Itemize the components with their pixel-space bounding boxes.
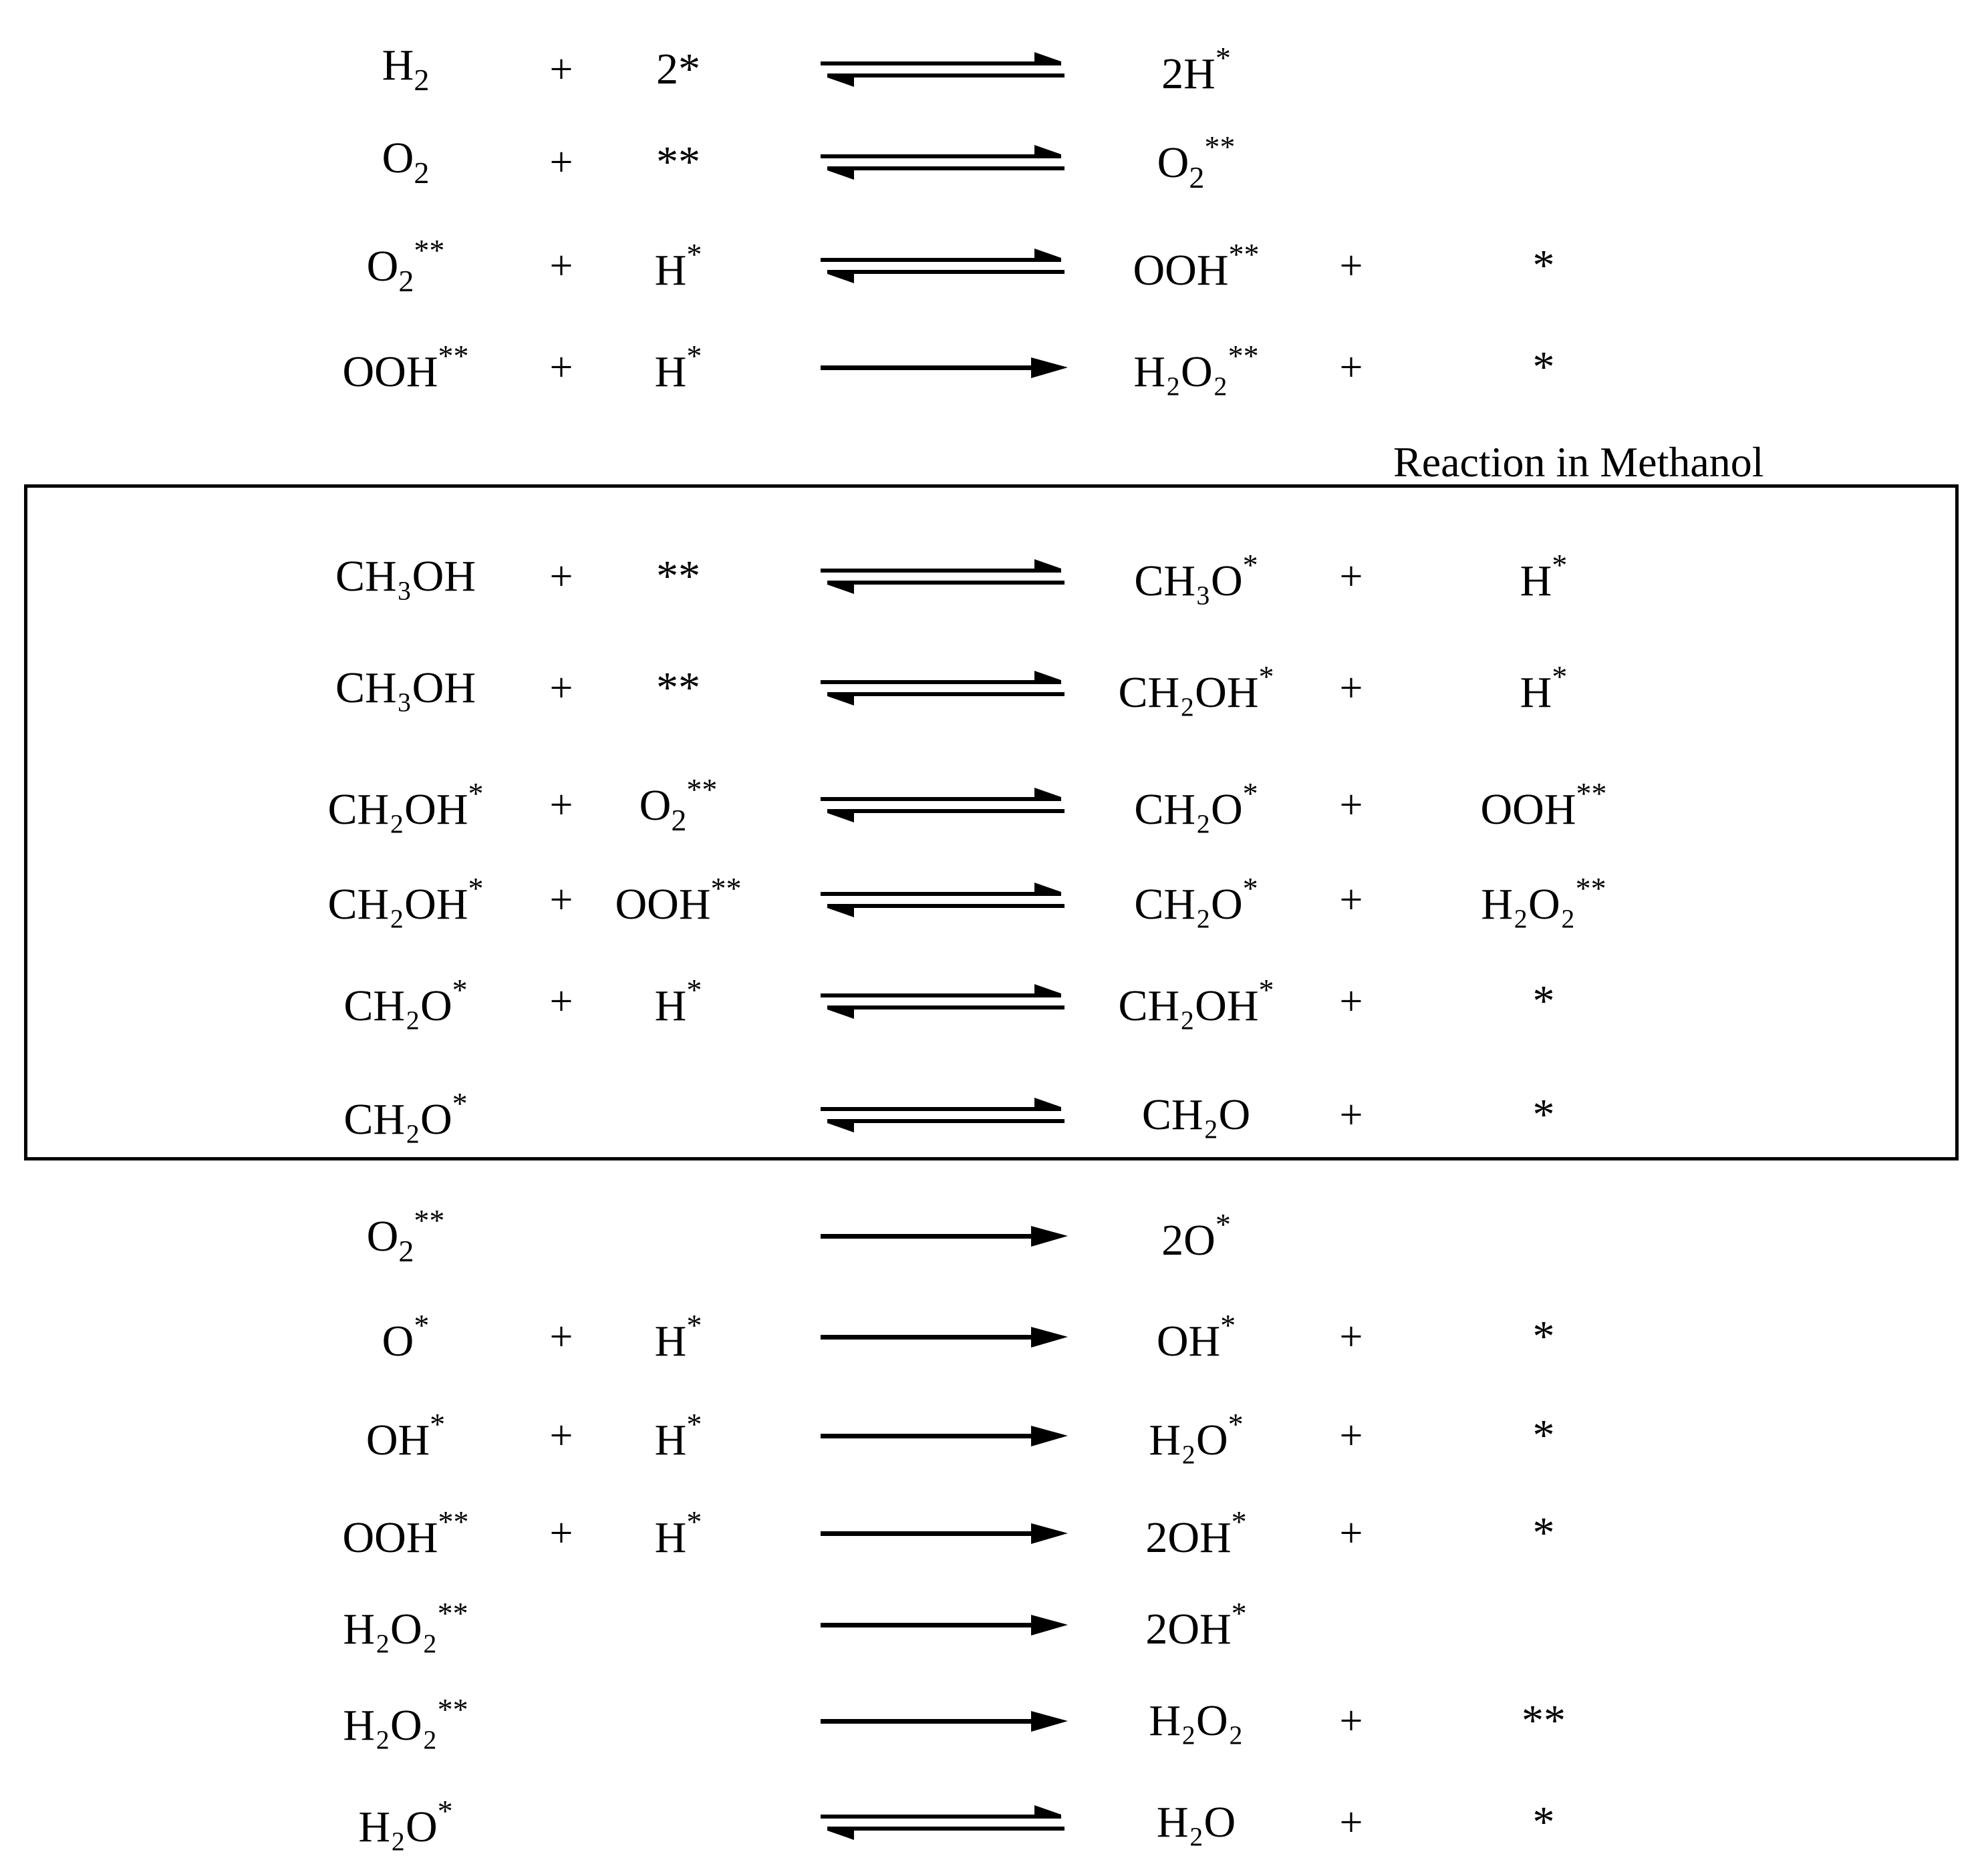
product-1-formula: OOH bbox=[1133, 246, 1229, 295]
product-1 bbox=[1145, 1598, 1246, 1652]
reactant-1-formula: H₂O bbox=[358, 1803, 438, 1851]
reactant-2-formula: H bbox=[654, 347, 687, 396]
product-1-formula: CH₂O bbox=[1134, 785, 1243, 834]
adsorption-site-marker: ** bbox=[710, 871, 742, 905]
forward-arrow-icon bbox=[821, 1513, 1068, 1553]
adsorption-site-marker: * bbox=[452, 1086, 468, 1120]
adsorption-site-marker: * bbox=[1258, 659, 1274, 693]
reactant-1 bbox=[366, 1409, 445, 1462]
reactant-1 bbox=[358, 1796, 452, 1849]
reactant-2-formula: 2* bbox=[656, 45, 700, 94]
plus-sign: + bbox=[1339, 665, 1363, 711]
reaction-row bbox=[0, 1075, 1988, 1155]
equilibrium-arrow-icon bbox=[821, 981, 1068, 1022]
product-1-formula: CH₃O bbox=[1134, 557, 1243, 605]
adsorption-site-marker: * bbox=[414, 1308, 430, 1342]
plus-sign: + bbox=[549, 554, 573, 599]
adsorption-site-marker: ** bbox=[437, 1596, 468, 1630]
product-2 bbox=[1522, 1696, 1566, 1745]
product-2 bbox=[1481, 778, 1607, 832]
adsorption-site-marker: * bbox=[686, 973, 702, 1007]
adsorption-site-marker: * bbox=[430, 1407, 446, 1441]
plus-sign: + bbox=[549, 140, 573, 185]
reactant-2 bbox=[655, 1310, 702, 1364]
product-1 bbox=[1149, 1696, 1244, 1745]
reactant-1 bbox=[367, 1205, 445, 1267]
product-1 bbox=[1141, 1090, 1251, 1139]
reactant-1-formula: CH₃OH bbox=[335, 552, 476, 601]
product-2-formula: OOH bbox=[1480, 785, 1576, 834]
product-2 bbox=[1533, 979, 1555, 1024]
subscript: 2 bbox=[671, 803, 687, 837]
product-2 bbox=[1520, 550, 1568, 603]
equilibrium-arrow-icon bbox=[821, 49, 1068, 90]
plus-sign: + bbox=[1339, 1511, 1363, 1556]
reactant-1 bbox=[367, 235, 445, 297]
equilibrium-arrow-icon bbox=[821, 880, 1068, 920]
reaction-row bbox=[0, 122, 1988, 202]
reactant-2 bbox=[655, 1507, 702, 1560]
forward-arrow-icon bbox=[821, 1605, 1068, 1645]
reactant-1-formula: CH₂OH bbox=[327, 785, 468, 834]
adsorption-site-marker: * bbox=[468, 871, 484, 905]
subscript: 2 bbox=[1189, 160, 1205, 194]
reactant-1 bbox=[382, 1310, 430, 1364]
product-1 bbox=[1134, 873, 1258, 927]
reactant-2 bbox=[615, 873, 742, 927]
product-2 bbox=[1532, 1411, 1555, 1460]
reactant-1 bbox=[343, 975, 467, 1028]
equilibrium-arrow-icon bbox=[821, 246, 1068, 286]
section-label-methanol: Reaction in Methanol bbox=[1393, 438, 1764, 486]
reactant-2 bbox=[656, 552, 700, 601]
reaction-row bbox=[0, 648, 1988, 728]
forward-arrow-icon bbox=[821, 1416, 1068, 1456]
product-1-formula: H₂O₂ bbox=[1149, 1696, 1244, 1745]
plus-sign: + bbox=[1339, 1698, 1363, 1744]
subscript: 2 bbox=[398, 1234, 414, 1268]
reactant-2 bbox=[640, 774, 718, 836]
plus-sign: + bbox=[1339, 1800, 1363, 1845]
reactant-2-formula: H bbox=[654, 246, 687, 295]
plus-sign: + bbox=[1339, 1092, 1363, 1138]
product-1 bbox=[1161, 43, 1231, 96]
adsorption-site-marker: * bbox=[1231, 1596, 1247, 1630]
product-2-formula: * bbox=[1532, 241, 1555, 290]
adsorption-site-marker: * bbox=[1552, 659, 1568, 693]
reactant-2-formula: H bbox=[654, 1416, 687, 1464]
product-1 bbox=[1156, 1798, 1236, 1847]
adsorption-site-marker: * bbox=[1215, 1207, 1231, 1241]
reaction-row bbox=[0, 765, 1988, 845]
product-1 bbox=[1118, 661, 1274, 715]
reactant-1 bbox=[343, 1694, 468, 1748]
plus-sign: + bbox=[549, 782, 573, 828]
subscript: 2 bbox=[398, 264, 414, 298]
adsorption-site-marker: ** bbox=[1575, 871, 1606, 905]
reaction-row bbox=[0, 961, 1988, 1042]
plus-sign: + bbox=[1339, 1413, 1363, 1458]
product-2 bbox=[1533, 1511, 1555, 1555]
adsorption-site-marker: * bbox=[686, 237, 702, 271]
reactant-1-formula: H₂O₂ bbox=[343, 1701, 438, 1750]
product-1 bbox=[1133, 239, 1260, 293]
product-2 bbox=[1532, 241, 1555, 290]
reactant-2 bbox=[655, 1409, 702, 1462]
adsorption-site-marker: * bbox=[686, 339, 702, 373]
product-2-formula: * bbox=[1532, 1090, 1555, 1139]
equilibrium-arrow-icon bbox=[821, 668, 1068, 708]
product-2 bbox=[1532, 1798, 1555, 1847]
reaction-row bbox=[0, 860, 1988, 940]
product-2 bbox=[1520, 661, 1568, 715]
reactant-1 bbox=[343, 1598, 468, 1652]
product-1-formula: H₂O bbox=[1156, 1798, 1236, 1847]
adsorption-site-marker: * bbox=[437, 1794, 453, 1828]
plus-sign: + bbox=[549, 243, 573, 289]
reactant-1-formula: O bbox=[382, 1317, 414, 1366]
reactant-1-formula: CH₂O bbox=[343, 981, 452, 1030]
reactant-2 bbox=[655, 975, 702, 1028]
plus-sign: + bbox=[1339, 877, 1363, 923]
reactant-1-formula: O bbox=[382, 134, 414, 182]
product-1-formula: 2OH bbox=[1145, 1605, 1232, 1654]
product-2-formula: * bbox=[1532, 977, 1555, 1026]
adsorption-site-marker: * bbox=[468, 776, 484, 810]
plus-sign: + bbox=[549, 1413, 573, 1458]
plus-sign: + bbox=[1339, 243, 1363, 289]
product-1 bbox=[1118, 975, 1274, 1028]
subscript: 2 bbox=[414, 63, 430, 97]
adsorption-site-marker: ** bbox=[1228, 339, 1259, 373]
adsorption-site-marker: * bbox=[686, 1407, 702, 1441]
product-1-formula: 2H bbox=[1161, 49, 1216, 98]
plus-sign: + bbox=[1339, 979, 1363, 1024]
product-1 bbox=[1149, 1409, 1243, 1462]
reactant-2-formula: ** bbox=[656, 663, 700, 712]
product-1-formula: H₂O bbox=[1149, 1416, 1228, 1464]
reactant-2 bbox=[655, 239, 702, 293]
reaction-row bbox=[0, 29, 1988, 110]
adsorption-site-marker: * bbox=[1242, 871, 1258, 905]
reaction-row bbox=[0, 226, 1988, 306]
reactant-2-formula: ** bbox=[656, 552, 700, 601]
forward-arrow-icon bbox=[821, 1701, 1068, 1741]
adsorption-site-marker: * bbox=[1242, 548, 1258, 582]
adsorption-site-marker: ** bbox=[686, 772, 718, 806]
adsorption-site-marker: * bbox=[686, 1505, 702, 1539]
reactant-2-formula: H bbox=[654, 1513, 687, 1562]
reactant-1 bbox=[335, 552, 476, 601]
subscript: 2 bbox=[414, 156, 430, 190]
adsorption-site-marker: * bbox=[452, 973, 468, 1007]
product-2-formula: ** bbox=[1522, 1696, 1566, 1745]
plus-sign: + bbox=[549, 1511, 573, 1556]
adsorption-site-marker: ** bbox=[1576, 776, 1607, 810]
reactant-1-formula: O bbox=[366, 242, 399, 291]
reaction-row bbox=[0, 1681, 1988, 1761]
adsorption-site-marker: * bbox=[1258, 973, 1274, 1007]
product-1-formula: CH₂O bbox=[1141, 1090, 1251, 1139]
reaction-row bbox=[0, 1297, 1988, 1377]
adsorption-site-marker: * bbox=[686, 1308, 702, 1342]
product-1-formula: H₂O₂ bbox=[1133, 347, 1228, 396]
reactant-1-formula: CH₂O bbox=[343, 1095, 452, 1144]
reactant-2-formula: H bbox=[654, 1317, 687, 1366]
plus-sign: + bbox=[549, 877, 573, 923]
reactant-1-formula: CH₂OH bbox=[327, 880, 468, 929]
reactant-1-formula: H₂O₂ bbox=[343, 1605, 438, 1654]
product-2-formula: * bbox=[1532, 343, 1555, 392]
reactant-2 bbox=[656, 47, 700, 92]
product-1 bbox=[1157, 132, 1236, 193]
equilibrium-arrow-icon bbox=[821, 1095, 1068, 1135]
product-1 bbox=[1157, 1310, 1236, 1364]
plus-sign: + bbox=[1339, 554, 1363, 599]
adsorption-site-marker: * bbox=[1228, 1407, 1244, 1441]
reaction-row bbox=[0, 1585, 1988, 1665]
adsorption-site-marker: ** bbox=[438, 1505, 469, 1539]
reaction-row bbox=[0, 1396, 1988, 1476]
reactant-1 bbox=[327, 873, 483, 927]
reactant-1 bbox=[327, 778, 483, 832]
adsorption-site-marker: ** bbox=[437, 1692, 468, 1726]
product-1 bbox=[1134, 550, 1258, 603]
reactant-1-formula: OOH bbox=[342, 1513, 438, 1562]
reactant-1-formula: OOH bbox=[342, 347, 438, 396]
product-1 bbox=[1133, 341, 1258, 394]
reactant-1 bbox=[335, 663, 476, 712]
adsorption-site-marker: * bbox=[1242, 776, 1258, 810]
plus-sign: + bbox=[549, 1314, 573, 1360]
reaction-row bbox=[0, 1493, 1988, 1573]
adsorption-site-marker: * bbox=[1231, 1505, 1247, 1539]
reactant-1 bbox=[343, 341, 469, 394]
product-2-formula: * bbox=[1532, 1312, 1555, 1361]
reactant-1-formula: O bbox=[366, 1212, 399, 1261]
product-2 bbox=[1532, 1312, 1555, 1361]
product-1-formula: CH₂OH bbox=[1118, 668, 1259, 717]
reactant-2-formula: OOH bbox=[615, 880, 711, 929]
reaction-row bbox=[0, 1782, 1988, 1863]
product-1-formula: OH bbox=[1156, 1317, 1221, 1366]
product-2 bbox=[1481, 873, 1606, 927]
adsorption-site-marker: * bbox=[1552, 548, 1568, 582]
product-1-formula: CH₂O bbox=[1134, 880, 1243, 929]
reactant-2 bbox=[656, 140, 700, 184]
equilibrium-arrow-icon bbox=[821, 1803, 1068, 1843]
reactant-1-formula: OH bbox=[366, 1416, 430, 1464]
product-2-formula: * bbox=[1532, 1509, 1555, 1557]
reactant-2-formula: H bbox=[654, 981, 687, 1030]
reactant-2 bbox=[655, 341, 702, 394]
product-2-formula: * bbox=[1532, 1798, 1555, 1847]
reactant-1 bbox=[382, 43, 430, 96]
adsorption-site-marker: ** bbox=[438, 339, 469, 373]
forward-arrow-icon bbox=[821, 1317, 1068, 1357]
adsorption-site-marker: ** bbox=[414, 233, 445, 267]
reactant-1 bbox=[343, 1088, 467, 1142]
plus-sign: + bbox=[549, 979, 573, 1024]
plus-sign: + bbox=[549, 47, 573, 92]
adsorption-site-marker: ** bbox=[414, 1203, 445, 1237]
product-1-formula: 2O bbox=[1161, 1216, 1216, 1265]
reaction-row bbox=[0, 1196, 1988, 1276]
reactant-1-formula: CH₃OH bbox=[335, 663, 476, 712]
reactant-1 bbox=[382, 136, 430, 188]
reaction-row bbox=[0, 327, 1988, 408]
forward-arrow-icon bbox=[821, 347, 1068, 387]
equilibrium-arrow-icon bbox=[821, 142, 1068, 182]
adsorption-site-marker: ** bbox=[1204, 130, 1236, 164]
plus-sign: + bbox=[1339, 1314, 1363, 1360]
product-2 bbox=[1532, 1090, 1555, 1139]
product-1 bbox=[1145, 1507, 1246, 1560]
reaction-row bbox=[0, 536, 1988, 617]
plus-sign: + bbox=[1339, 345, 1363, 390]
product-2-formula: * bbox=[1532, 1411, 1555, 1460]
product-2-formula: H bbox=[1520, 668, 1552, 717]
plus-sign: + bbox=[1339, 782, 1363, 828]
forward-arrow-icon bbox=[821, 1216, 1068, 1256]
product-1-formula: O bbox=[1157, 138, 1189, 187]
product-1-formula: 2OH bbox=[1145, 1513, 1232, 1562]
product-2-formula: H bbox=[1520, 557, 1552, 605]
product-2 bbox=[1533, 345, 1555, 390]
equilibrium-arrow-icon bbox=[821, 785, 1068, 825]
reactant-1 bbox=[343, 1507, 469, 1560]
equilibrium-arrow-icon bbox=[821, 557, 1068, 597]
reactant-2-formula: O bbox=[639, 781, 672, 830]
plus-sign: + bbox=[549, 665, 573, 711]
plus-sign: + bbox=[549, 345, 573, 390]
adsorption-site-marker: * bbox=[1220, 1308, 1236, 1342]
reactant-1-formula: H bbox=[382, 41, 414, 90]
product-1 bbox=[1161, 1209, 1231, 1263]
product-2-formula: H₂O₂ bbox=[1481, 880, 1576, 929]
adsorption-site-marker: * bbox=[1215, 41, 1231, 75]
reactant-2-formula: ** bbox=[656, 138, 700, 186]
product-1 bbox=[1134, 778, 1258, 832]
reactant-2 bbox=[656, 663, 700, 712]
adsorption-site-marker: ** bbox=[1228, 237, 1260, 271]
product-1-formula: CH₂OH bbox=[1118, 981, 1259, 1030]
